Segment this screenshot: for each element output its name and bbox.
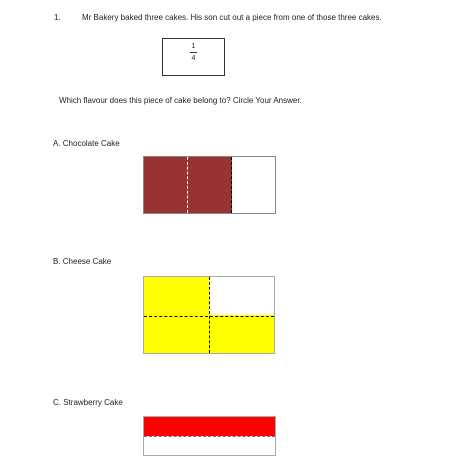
fraction-denominator: 4 (191, 55, 196, 62)
cheese-cake-piece-3 (209, 315, 274, 353)
cheese-cake-vertical-cut (209, 277, 210, 353)
cheese-cake-horizontal-cut (144, 316, 274, 317)
fraction-box (162, 38, 225, 76)
strawberry-cake-piece-1 (144, 417, 275, 436)
chocolate-cake-diagram[interactable] (143, 156, 276, 214)
fraction-bar (190, 52, 197, 53)
question-text: Mr Bakery baked three cakes. His son cut out a piece from one of those three cakes. (82, 13, 382, 22)
instruction-text: Which flavour does this piece of cake belong to? Circle Your Answer. (59, 96, 302, 105)
fraction (163, 43, 224, 62)
option-b-label[interactable]: B. Cheese Cake (53, 257, 112, 266)
strawberry-cake-piece-missing (144, 436, 275, 456)
cheese-cake-piece-missing (209, 277, 274, 315)
chocolate-cake-piece-missing (232, 157, 275, 213)
cheese-cake-piece-1 (144, 277, 209, 315)
option-c-label[interactable]: C. Strawberry Cake (53, 398, 123, 407)
question-number: 1. (54, 13, 61, 22)
cheese-cake-piece-2 (144, 315, 209, 353)
fraction-numerator: 1 (191, 43, 196, 50)
option-a-label[interactable]: A. Chocolate Cake (53, 139, 120, 148)
strawberry-cake-diagram[interactable] (143, 416, 276, 456)
chocolate-cake-piece-1 (144, 157, 188, 213)
cheese-cake-diagram[interactable] (143, 276, 275, 354)
chocolate-cake-piece-2 (188, 157, 232, 213)
